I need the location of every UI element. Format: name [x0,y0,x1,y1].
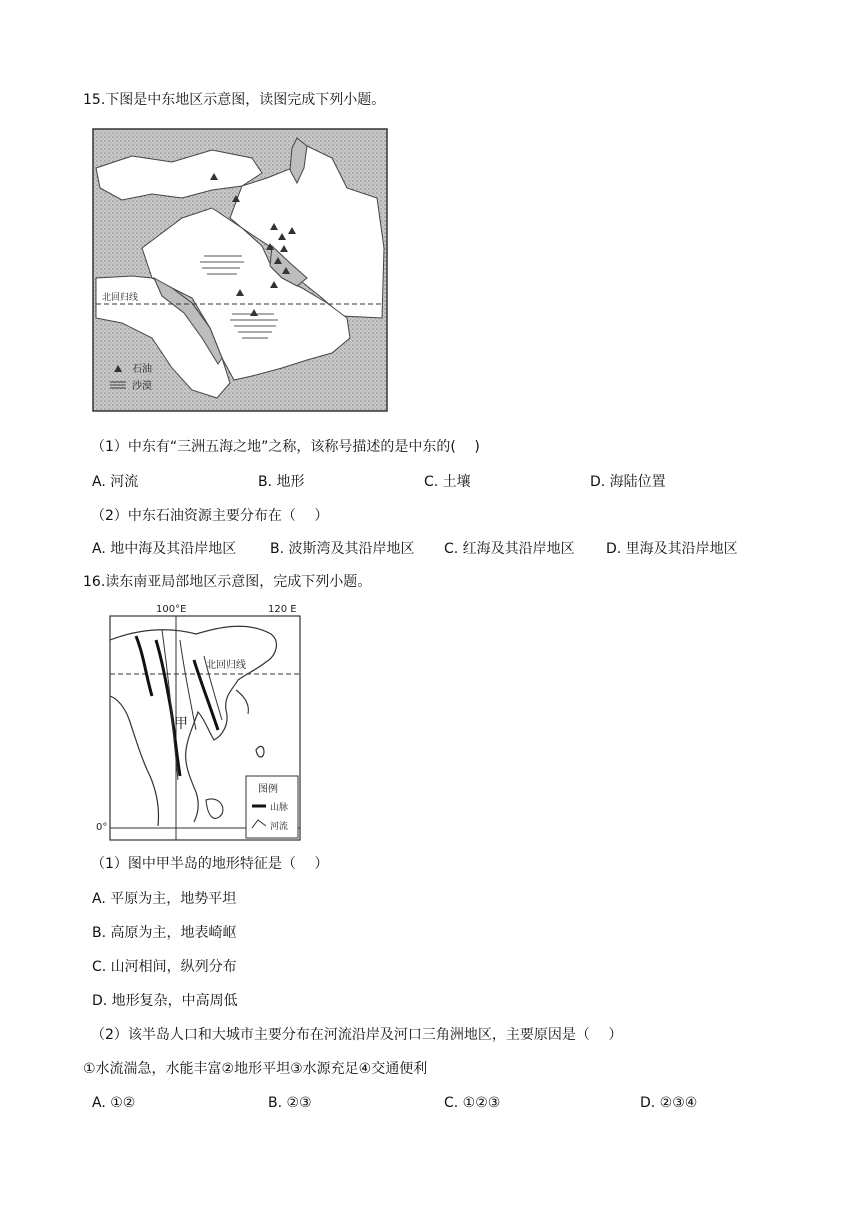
q15-sub1-option-d[interactable]: D. 海陆位置 [590,474,666,490]
q16-sub2-option-b[interactable]: B. ②③ [268,1095,312,1111]
q16-sub1-option-d[interactable]: D. 地形复杂，中高周低 [92,993,238,1009]
sea-lon120-label: 120 E [268,604,297,615]
sea-lon100-label: 100°E [156,604,187,615]
q16-sub2-statement: ①水流湍急，水能丰富②地形平坦③水源充足④交通便利 [83,1061,428,1077]
q15-sub2-option-a[interactable]: A. 地中海及其沿岸地区 [92,541,237,557]
q15-sub1-option-b[interactable]: B. 地形 [258,474,305,490]
q16-sub2-option-a[interactable]: A. ①② [92,1095,136,1111]
sea-legend-mountain: 山脉 [270,803,289,813]
q15-sub2-option-d[interactable]: D. 里海及其沿岸地区 [606,541,738,557]
sea-tropic-label: 北回归线 [206,660,246,671]
q16-sub1-option-b[interactable]: B. 高原为主，地表崎岖 [92,925,237,941]
middle-east-map [92,128,388,416]
sea-legend-river: 河流 [270,822,289,832]
q16-sub1-option-a[interactable]: A. 平原为主，地势平坦 [92,891,237,907]
sea-peninsula-label: 甲 [174,716,188,732]
q15-stem: 15.下图是中东地区示意图，读图完成下列小题。 [83,92,386,108]
me-legend-oil: 石油 [132,364,152,375]
southeast-asia-map [96,600,308,848]
q15-sub2-option-c[interactable]: C. 红海及其沿岸地区 [444,541,575,557]
q15-sub2-prompt: （2）中东石油资源主要分布在（ ） [91,508,329,524]
q16-stem: 16.读东南亚局部地区示意图，完成下列小题。 [83,574,372,590]
q16-sub2-prompt: （2）该半岛人口和大城市主要分布在河流沿岸及河口三角洲地区，主要原因是（ ） [91,1027,623,1043]
sea-lat0-label: 0° [96,822,108,833]
sea-legend-title: 图例 [258,784,278,795]
me-tropic-label: 北回归线 [102,293,139,303]
q15-sub2-option-b[interactable]: B. 波斯湾及其沿岸地区 [270,541,415,557]
me-legend-desert: 沙漠 [132,381,152,392]
q16-sub1-option-c[interactable]: C. 山河相间，纵列分布 [92,959,237,975]
q16-sub1-prompt: （1）图中甲半岛的地形特征是（ ） [91,856,329,872]
q15-sub1-prompt: （1）中东有“三洲五海之地”之称，该称号描述的是中东的( ) [91,439,480,455]
q16-sub2-option-d[interactable]: D. ②③④ [640,1095,698,1111]
q16-sub2-option-c[interactable]: C. ①②③ [444,1095,501,1111]
q15-sub1-option-a[interactable]: A. 河流 [92,474,139,490]
q15-sub1-option-c[interactable]: C. 土壤 [424,474,471,490]
